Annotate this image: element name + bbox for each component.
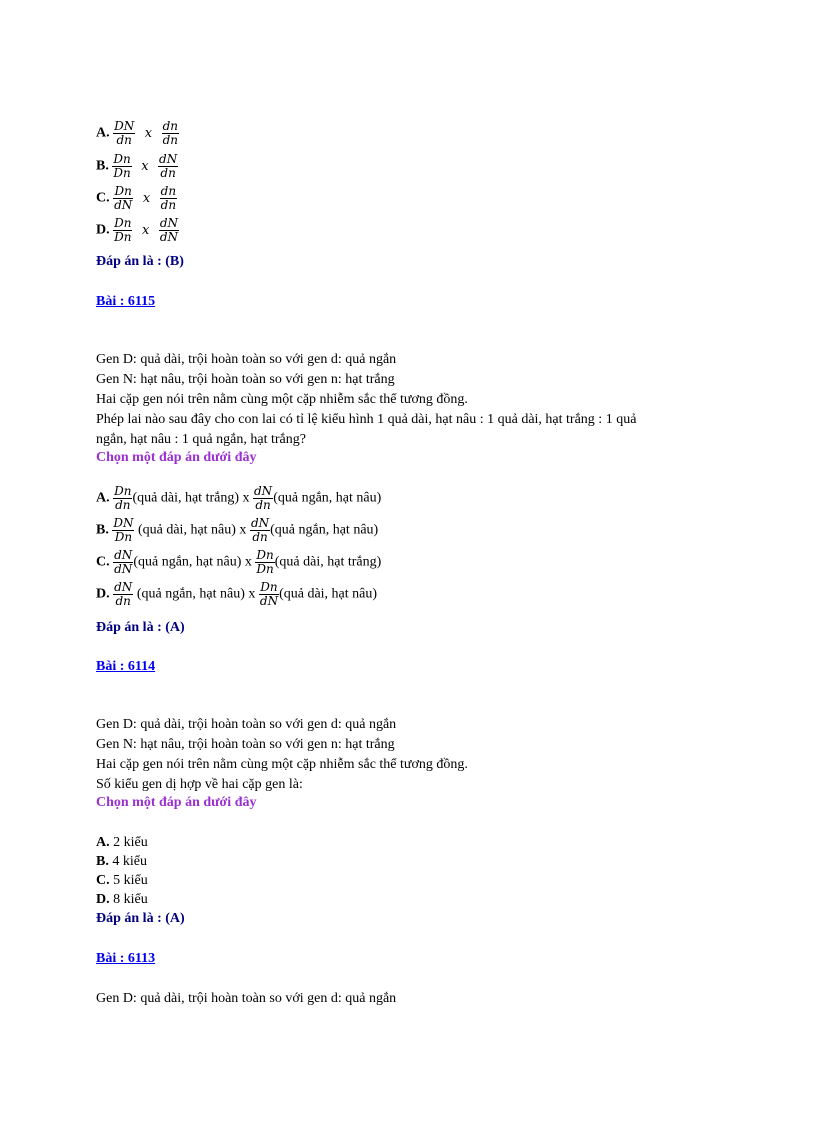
q4-text-line: Gen D: quả dài, trội hoàn toàn so với gen d: quả ngắn <box>96 991 397 1006</box>
q3-option-d[interactable]: D. 8 kiểu <box>96 892 148 907</box>
q1-option-b[interactable]: B. $\frac{Dn}{Dn}$ x $\frac{dN}{dn}$ <box>96 152 178 180</box>
q3-answer: Đáp án là : (A) <box>96 911 185 926</box>
option-label: D. <box>96 222 110 238</box>
option-label: C. <box>96 190 110 206</box>
q2-text-line: Gen N: hạt nâu, trội hoàn toàn so với gen n: hạt trắng <box>96 372 395 387</box>
option-label: D. <box>96 586 110 602</box>
q2-choose-prompt: Chọn một đáp án dưới đây <box>96 450 257 465</box>
fraction: $\frac{dN}{dN}$ <box>159 216 179 244</box>
option-label: C. <box>96 554 110 570</box>
q1-option-c[interactable]: C. $\frac{Dn}{dN}$ x $\frac{dn}{dn}$ <box>96 184 177 212</box>
fraction: $\frac{Dn}{Dn}$ <box>256 548 274 576</box>
fraction: $\frac{Dn}{dN}$ <box>259 580 279 608</box>
q2-answer: Đáp án là : (A) <box>96 620 185 635</box>
fraction: $\frac{dN}{dn}$ <box>114 580 133 608</box>
option-label: B. <box>96 522 109 538</box>
fraction: $\frac{Dn}{Dn}$ <box>113 152 131 180</box>
q2-title-link[interactable]: Bài : 6115 <box>96 294 156 309</box>
option-label: B. <box>96 854 109 869</box>
fraction: $\frac{Dn}{dN}$ <box>114 184 133 212</box>
fraction: $\frac{dN}{dn}$ <box>159 152 178 180</box>
fraction: $\frac{dN}{dN}$ <box>114 548 133 576</box>
q2-text-line: ngắn, hạt nâu : 1 quả ngắn, hạt trắng? <box>96 432 306 447</box>
fraction: $\frac{DN}{dn}$ <box>114 119 135 147</box>
q3-text-line: Gen N: hạt nâu, trội hoàn toàn so với gen n: hạt trắng <box>96 737 395 752</box>
q3-text-line: Số kiểu gen dị hợp về hai cặp gen là: <box>96 777 303 792</box>
option-label: A. <box>96 490 110 506</box>
fraction: $\frac{dn}{dn}$ <box>162 119 179 147</box>
fraction: $\frac{DN}{Dn}$ <box>113 516 134 544</box>
q3-option-c[interactable]: C. 5 kiểu <box>96 873 148 888</box>
q1-option-d[interactable]: D. $\frac{Dn}{Dn}$ x $\frac{dN}{dN}$ <box>96 216 179 244</box>
option-label: A. <box>96 125 110 141</box>
q3-option-a[interactable]: A. 2 kiểu <box>96 835 148 850</box>
fraction: $\frac{Dn}{dn}$ <box>114 484 132 512</box>
q2-text-line: Phép lai nào sau đây cho con lai có tỉ lệ kiểu hình 1 quả dài, hạt nâu : 1 quả dài, hạt trắng : 1 quả <box>96 412 637 427</box>
q4-title-link[interactable]: Bài : 6113 <box>96 951 156 966</box>
option-label: D. <box>96 892 110 907</box>
q3-option-b[interactable]: B. 4 kiểu <box>96 854 147 869</box>
option-label: B. <box>96 158 109 174</box>
q2-option-b[interactable]: B. $\frac{DN}{Dn}$ (quả dài, hạt nâu) x $\frac{dN}{dn}$ (quả ngắn, hạt nâu) <box>96 516 379 544</box>
q1-answer: Đáp án là : (B) <box>96 254 184 269</box>
q2-option-c[interactable]: C. $\frac{dN}{dN}$ (quả ngắn, hạt nâu) x $\frac{Dn}{Dn}$ (quả dài, hạt trắng) <box>96 548 382 576</box>
q2-option-d[interactable]: D. $\frac{dN}{dn}$ (quả ngắn, hạt nâu) x $\frac{Dn}{dN}$ (quả dài, hạt nâu) <box>96 580 378 608</box>
q1-option-a[interactable]: A. $\frac{DN}{dn}$ x $\frac{dn}{dn}$ <box>96 119 179 147</box>
q2-option-a[interactable]: A. $\frac{Dn}{dn}$ (quả dài, hạt trắng) x $\frac{dN}{dn}$ (quả ngắn, hạt nâu) <box>96 484 382 512</box>
q2-text-line: Gen D: quả dài, trội hoàn toàn so với gen d: quả ngắn <box>96 352 397 367</box>
option-label: C. <box>96 873 110 888</box>
q3-text-line: Hai cặp gen nói trên nằm cùng một cặp nhiễm sắc thể tương đồng. <box>96 757 468 772</box>
fraction: $\frac{dn}{dn}$ <box>160 184 177 212</box>
q3-text-line: Gen D: quả dài, trội hoàn toàn so với gen d: quả ngắn <box>96 717 397 732</box>
fraction: $\frac{dN}{dn}$ <box>254 484 273 512</box>
fraction: $\frac{Dn}{Dn}$ <box>114 216 132 244</box>
option-label: A. <box>96 835 110 850</box>
fraction: $\frac{dN}{dn}$ <box>250 516 270 544</box>
q2-text-line: Hai cặp gen nói trên nằm cùng một cặp nhiễm sắc thể tương đồng. <box>96 392 468 407</box>
q3-choose-prompt: Chọn một đáp án dưới đây <box>96 795 257 810</box>
q3-title-link[interactable]: Bài : 6114 <box>96 659 156 674</box>
